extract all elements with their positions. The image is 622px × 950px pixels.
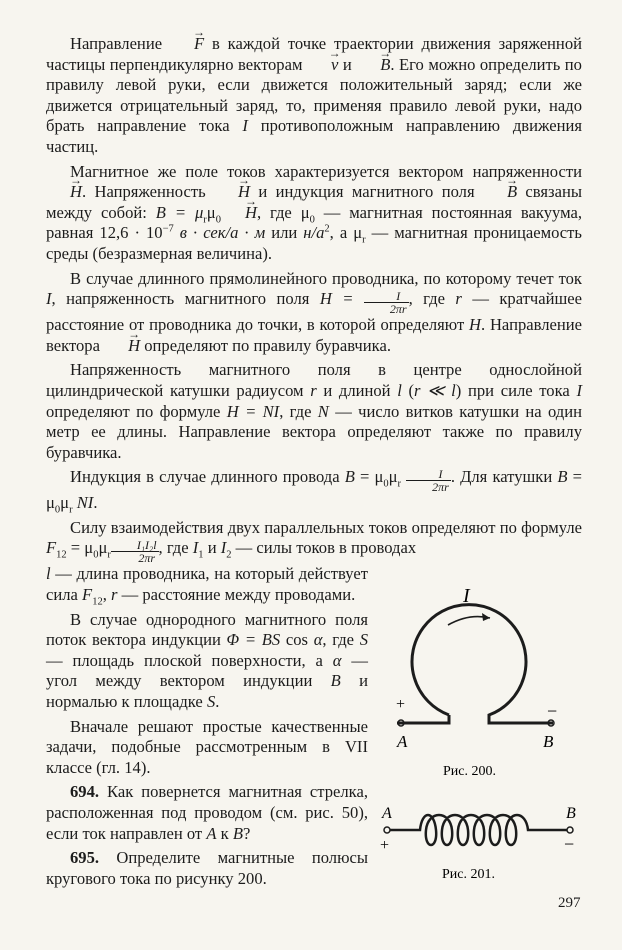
fraction-force: $\frac{\text{I₁I₂l}}{2\pi r}$ [111,539,159,564]
paragraph-force-direction: Направление → F в каждой точке траектории движения заряженной частицы перпендикулярно векторам → v и → B. Его можно определить по правилу левой руки, если движется положительный заряд; если же движется отрицательный заряд, то, применяя правило левой руки, надо брать направление тока I противоположным направлению движения частиц. [46,34,582,158]
label-a: A [382,805,392,822]
label-a: A [397,732,408,751]
paragraph-induction: Индукция в случае длинного провода $B = \mu_0\mu_r$ $\frac{I}{2\pi r}$ . Для катушки $B = \mu_0\mu_r$ NI. [46,467,582,516]
page-number: 297 [558,895,581,911]
paragraph-straight-conductor: В случае длинного прямолинейного проводника, по которому течет ток I, напряженность магнитного поля H = $\frac{I}{2\pi r}$ , где r — кратчайшее расстояние от проводника до точки, в которой определяют H. Направление вектора → H определяют по правилу буравчика. [46,269,582,357]
fraction-i-over-2pir: $\frac{I}{2\pi r}$ [364,290,409,315]
paragraph-field-strength: Магнитное же поле токов характеризуется вектором напряженности → H. Напряженность → H и индукция магнитного поля → B связаны между собой: $B = \mu_r\mu_0\to H$, где $\mu_0$ — магнитная постоянная вакуума, равная $12,6 \cdot 10^{-7}$ в · сек/а · м или $н/а^2$, а $\mu_r$ — магнитная проницаемость среды (безразмерная величина). [46,162,582,265]
circular-loop-diagram [385,575,585,785]
paragraph-flux: В случае однородного магнитного поля поток вектора индукции Φ = BS cos α, где S — площадь плоской поверхности, а α — угол между вектором индукции B и нормалью к площадке S. [46,609,369,712]
loop-wire-outer [412,605,553,723]
minus-terminal: − [547,701,558,721]
paragraph-parallel-currents: Силу взаимодействия двух параллельных токов определяют по формуле $F_{12} = \mu_0\mu_r$ $\frac{\text{I₁I₂l}}{2\pi r}$ , где $I_1$ и $I_2$ — силы токов в проводах [46,517,582,566]
label-b: B [543,732,554,751]
current-label: I [463,585,470,607]
left-column [46,564,368,889]
loop-wire-lead-left [397,715,449,723]
figure-201-solenoid [376,798,586,888]
solenoid-coil [390,815,567,845]
terminal-b [567,827,573,833]
terminal-a [384,827,390,833]
problem-695: 695. Определите магнитные полюсы кругового тока по рисунку 200. [46,848,368,888]
minus-terminal: − [564,834,575,854]
paragraph-conductor-length: l — длина проводника, на который действует сила $F_{12}$, r — расстояние между проводами. [46,564,368,608]
label-b: B [566,805,576,822]
fraction-induction: $\frac{I}{2\pi r}$ [406,468,451,493]
caption-201: Рис. 201. [442,867,495,882]
paragraph-qualitative-tasks: Вначале решают простые качественные задачи, подобные рассмотренным в VII классе (гл. 14). [46,716,368,777]
plus-terminal: + [396,696,406,713]
paragraph-solenoid: Напряженность магнитного поля в центре однослойной цилиндрической катушки радиусом r и длиной l (r ≪ l) при силе тока I определяют по формуле H = NI, где N — число витков катушки на один метр ее длины. Направление вектора определяют также по правилу буравчика. [46,360,582,462]
plus-terminal: + [380,837,390,854]
figure-200-circular-current [385,575,585,785]
caption-200: Рис. 200. [443,764,496,779]
problem-694: 694. Как повернется магнитная стрелка, расположенная под проводом (см. рис. 50), если ток направлен от A к B? [46,782,368,843]
solenoid-diagram [376,798,586,888]
